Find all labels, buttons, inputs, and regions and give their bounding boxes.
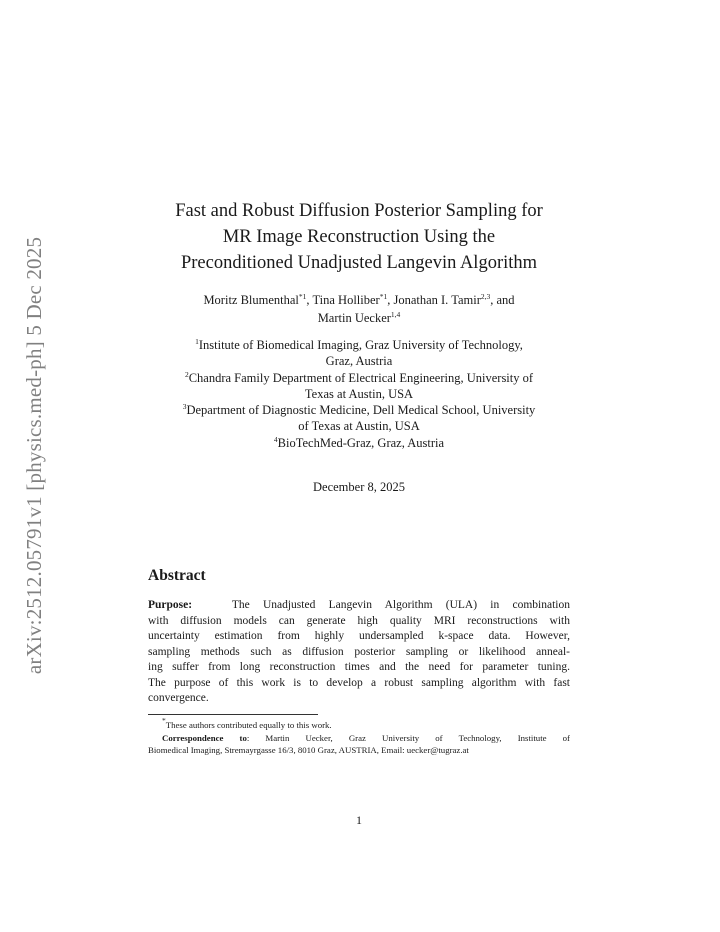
footnotes [148, 716, 570, 757]
page-number: 1 [356, 813, 362, 827]
affiliation-mark: 1 [195, 337, 199, 346]
author-line [148, 309, 570, 327]
title-line: Fast and Robust Diffusion Posterior Sampling for [175, 201, 543, 221]
footnote-text: These authors contributed equally to this work. [165, 720, 332, 730]
footnote-mark: * [162, 716, 166, 725]
affiliation-line [148, 402, 570, 418]
affiliation-text: Department of Diagnostic Medicine, Dell Medical School, University [186, 403, 536, 418]
abstract-text: The Unadjusted Langevin Algorithm (ULA) in combination [231, 599, 570, 611]
footnote-divider [148, 714, 318, 715]
footnote-text: : Martin Uecker, Graz University of Technology, Institute of [246, 732, 570, 743]
affiliation-text: Chandra Family Department of Electrical Engineering, University of [188, 370, 534, 385]
author-list [148, 291, 570, 327]
arxiv-identifier-text: arXiv:2512.05791v1 [physics.med-ph] 5 Dec 2025 [22, 236, 47, 674]
abstract-body [148, 598, 570, 707]
affiliation-mark: 4 [273, 434, 278, 444]
title-line: Preconditioned Unadjusted Langevin Algorithm [180, 253, 538, 273]
affiliation-line: Graz, Austria [325, 354, 393, 369]
abstract-line: sampling methods such as diffusion posterior sampling or likelihood anneal- [148, 645, 570, 658]
title-line: MR Image Reconstruction Using the [222, 227, 496, 247]
arxiv-identifier-stamp [18, 220, 52, 690]
author-name: Jonathan I. Tamir [393, 293, 481, 307]
author-name: Tina Holliber [312, 293, 380, 307]
abstract-heading: Abstract [148, 567, 206, 584]
abstract-line: convergence. [148, 692, 209, 704]
author-line [148, 291, 570, 309]
footnote-correspondence-address: Biomedical Imaging, Stremayrgasse 16/3, 8010 Graz, AUSTRIA, Email: uecker@tugraz.at [148, 745, 469, 755]
author-mark: *1 [379, 292, 388, 301]
author-mark: 2,3 [480, 292, 491, 301]
affiliation-mark: 3 [182, 402, 187, 412]
affiliation-list [148, 337, 570, 451]
abstract-line: The purpose of this work is to develop a robust sampling algorithm with fast [148, 676, 570, 689]
affiliation-line [148, 435, 570, 451]
author-separator: , [306, 293, 313, 307]
abstract-line [148, 598, 570, 614]
affiliation-text: BioTechMed-Graz, Graz, Austria [277, 435, 445, 450]
author-mark: 1,4 [390, 310, 401, 319]
abstract-line: ing suffer from long reconstruction times and the need for parameter tuning. [148, 661, 570, 673]
author-mark: *1 [298, 292, 307, 301]
affiliation-line: of Texas at Austin, USA [298, 419, 420, 434]
footnote-correspondence [148, 732, 570, 745]
author-name: Moritz Blumenthal [203, 293, 299, 307]
affiliation-mark: 2 [184, 369, 189, 379]
affiliation-line: Texas at Austin, USA [304, 386, 414, 401]
paper-title [148, 198, 570, 276]
author-separator: , [387, 293, 394, 307]
paper-date: December 8, 2025 [313, 480, 405, 494]
affiliation-line [148, 337, 570, 353]
affiliation-text: Institute of Biomedical Imaging, Graz University of Technology, [198, 338, 523, 352]
author-separator: , and [490, 293, 515, 307]
purpose-label: Purpose: [148, 599, 193, 611]
correspondence-label: Correspondence to [162, 732, 247, 743]
abstract-line: with diffusion models can generate high quality MRI reconstructions with [148, 614, 570, 627]
author-name: Martin Uecker [317, 311, 391, 325]
abstract-line: uncertainty estimation from highly undersampled k-space data. However, [148, 630, 570, 642]
affiliation-line [148, 370, 570, 386]
footnote-equal-contribution [148, 716, 570, 732]
